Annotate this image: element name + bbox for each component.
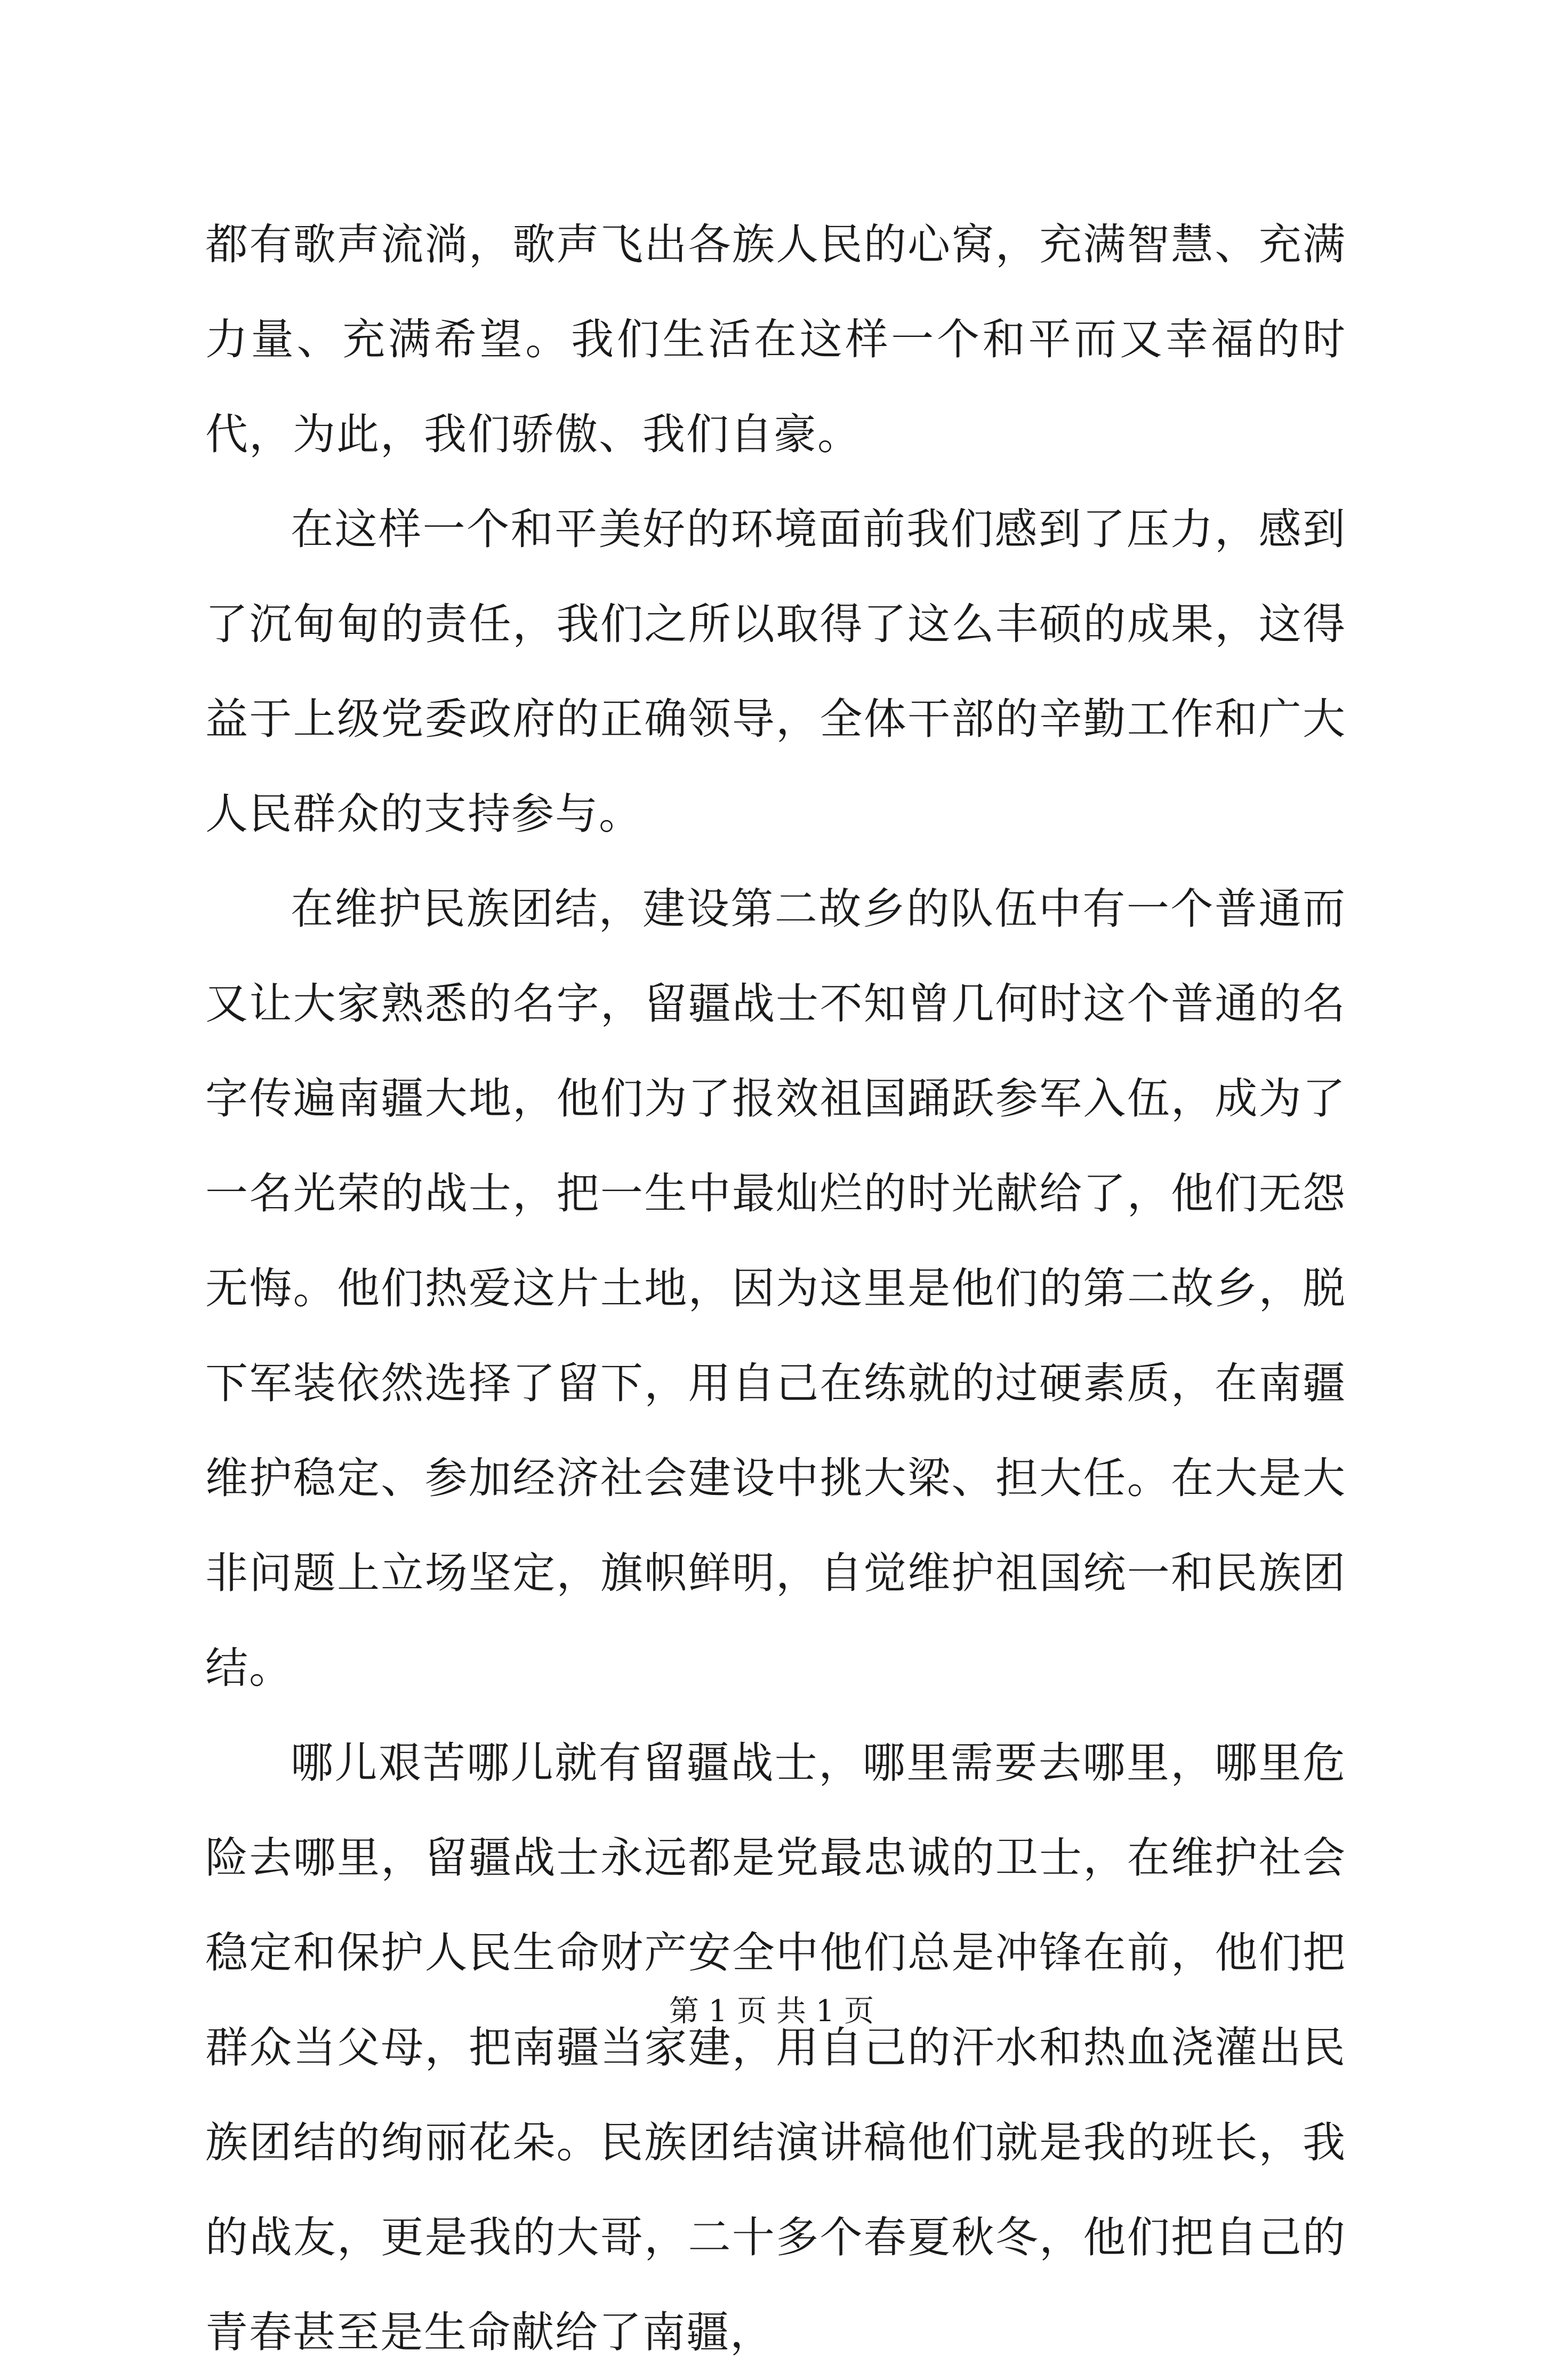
document-body bbox=[205, 197, 1346, 2380]
paragraph-2: 在这样一个和平美好的环境面前我们感到了压力，感到了沉甸甸的责任，我们之所以取得了这么丰硕的成果，这得益于上级党委政府的正确领导，全体干部的辛勤工作和广大人民群众的支持参与。 bbox=[205, 504, 1346, 839]
paragraph-4: 哪儿艰苦哪儿就有留疆战士，哪里需要去哪里，哪里危险去哪里，留疆战士永远都是党最忠诚的卫士，在维护社会稳定和保护人民生命财产安全中他们总是冲锋在前，他们把群众当父母，把南疆当家建，用自己的汗水和热血浇灌出民族团结的绚丽花朵。民族团结演讲稿他们就是我的班长，我的战友，更是我的大哥，二十多个春夏秋冬，他们把自己的青春甚至是生命献给了南疆， bbox=[205, 1738, 1346, 2357]
paragraph-3: 在维护民族团结，建设第二故乡的队伍中有一个普通而又让大家熟悉的名字，留疆战士不知曾几何时这个普通的名字传遍南疆大地，他们为了报效祖国踊跃参军入伍，成为了一名光荣的战士，把一生中最灿烂的时光献给了，他们无怨无悔。他们热爱这片土地，因为这里是他们的第二故乡，脱下军装依然选择了留下，用自己在练就的过硬素质，在南疆维护稳定、参加经济社会建设中挑大梁、担大任。在大是大非问题上立场坚定，旗帜鲜明，自觉维护祖国统一和民族团结。 bbox=[205, 884, 1346, 1693]
paragraph-1: 都有歌声流淌，歌声飞出各族人民的心窝，充满智慧、充满力量、充满希望。我们生活在这样一个和平而又幸福的时代，为此，我们骄傲、我们自豪。 bbox=[205, 220, 1346, 459]
page-number-footer: 第 1 页 共 1 页 bbox=[669, 1994, 874, 2029]
